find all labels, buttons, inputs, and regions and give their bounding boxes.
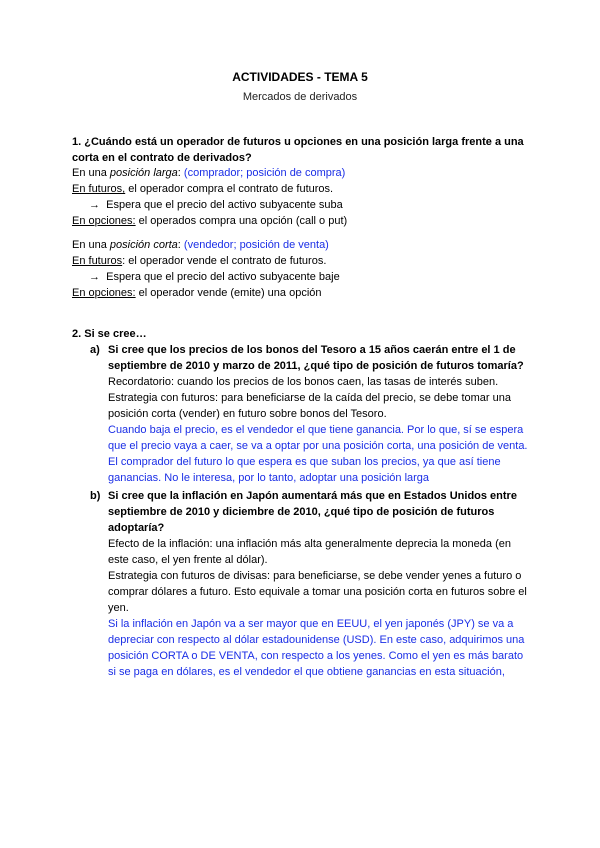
question-2a-answer: Cuando baja el precio, es el vendedor el que tiene ganancia. Por lo que, sí se espera que el precio vaya a caer, se va a optar por una posición corta, una posición de venta. El comprador del futuro lo que espera es que suban los precios, ya que así tiene ganancias. No le interesa, por lo tanto, adoptar una posición larga (108, 424, 528, 484)
short-position-answer: (vendedor; posición de venta) (183, 239, 329, 251)
short-options-line: En opciones: el operador vende (emite) una opción (72, 287, 322, 299)
long-options-line: En opciones: el operados compra una opción (call o put) (72, 215, 348, 227)
long-position-section (72, 165, 542, 229)
short-position-section (72, 237, 542, 301)
question-2-heading-block (72, 326, 542, 342)
question-2b-strategy: Estrategia con futuros de divisas: para beneficiarse, se debe vender yenes a futuro o comprar dólares a futuro. Esto equivale a tomar una posición corta en futuros sobre el yen. (108, 570, 527, 614)
question-2-heading: 2. Si se cree… (72, 328, 147, 340)
question-1 (72, 134, 542, 166)
long-expect-line: → Espera que el precio del activo subyacente suba (89, 199, 343, 211)
question-2b-answer: Si la inflación en Japón va a ser mayor que en EEUU, el yen japonés (JPY) se va a depreciar con respecto al dólar estadounidense (USD). En este caso, adquirimos una posición CORTA o DE VENTA, con respecto a los yenes. Como el yen es más barato si se paga en dólares, es el vendedor el que obtiene ganancias en esta situación, (108, 618, 525, 678)
short-position-line: En una posición corta: (vendedor; posición de venta) (72, 239, 329, 251)
short-position-term: posición corta (109, 239, 178, 251)
question-2a (90, 342, 530, 486)
long-position-answer: (comprador; posición de compra) (183, 167, 346, 179)
question-2a-explanation: Recordatorio: cuando los precios de los bonos caen, las tasas de interés suben. Estrategia con futuros: para beneficiarse de la caída del precio, se debe tomar una posición corta (vender) en futuro sobre bonos del Tesoro. (108, 376, 511, 420)
question-2a-label: a) (90, 344, 100, 356)
long-futures-line: En futuros, el operador compra el contrato de futuros. (72, 183, 334, 195)
question-2b (90, 488, 530, 680)
page-subtitle: Mercados de derivados (242, 91, 358, 103)
question-2a-text: Si cree que los precios de los bonos del Tesoro a 15 años caerán entre el 1 de septiembre de 2010 y marzo de 2011, ¿qué tipo de posición de futuros tomaría? (108, 344, 524, 372)
question-2b-text: Si cree que la inflación en Japón aumentará más que en Estados Unidos entre septiembre de 2010 y diciembre de 2010, ¿qué tipo de posición de futuros adoptaría? (108, 490, 517, 534)
arrow-right-icon: → (89, 199, 100, 211)
long-position-term: posición larga (109, 167, 178, 179)
short-expect-line: → Espera que el precio del activo subyacente baje (89, 271, 340, 283)
question-1-text: 1. ¿Cuándo está un operador de futuros u opciones en una posición larga frente a una corta en el contrato de derivados? (72, 136, 524, 164)
question-2b-label: b) (90, 490, 101, 502)
short-futures-line: En futuros: el operador vende el contrato de futuros. (72, 255, 327, 267)
page-title: ACTIVIDADES - TEMA 5 (232, 70, 368, 84)
question-2b-inflation-effect: Efecto de la inflación: una inflación más alta generalmente deprecia la moneda (en este caso, el yen frente al dólar). (108, 538, 511, 566)
long-position-line: En una posición larga: (comprador; posición de compra) (72, 167, 346, 179)
arrow-right-icon: → (89, 271, 100, 283)
